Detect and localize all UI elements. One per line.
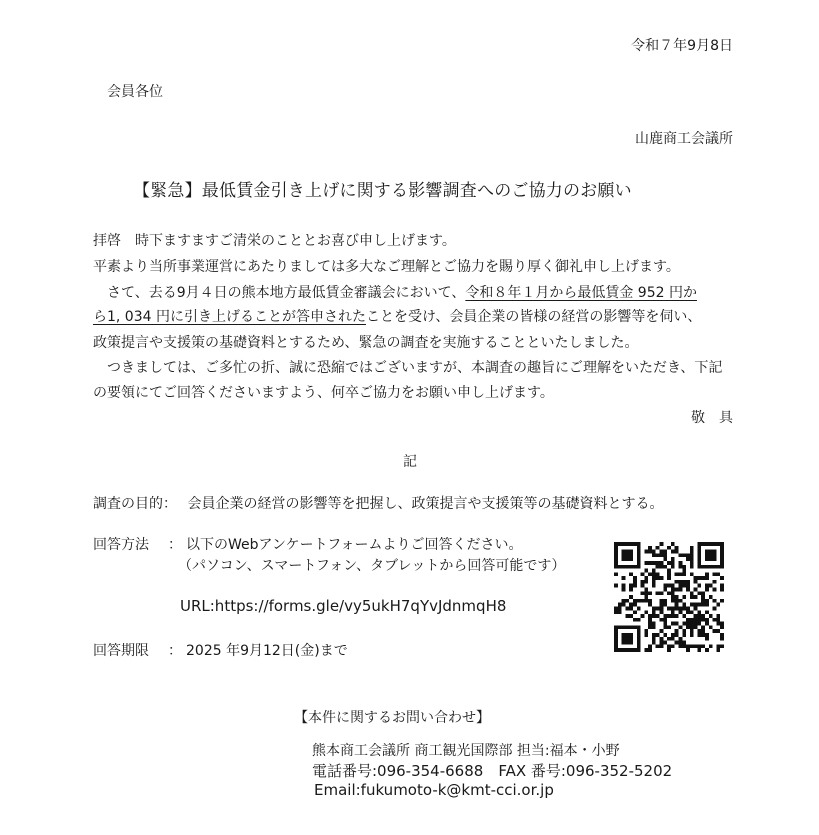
body-line-5: 政策提言や支援策の基礎資料とするため、緊急の調査を実施することといたしました。 [93, 335, 639, 351]
contact-org: 熊本商工会議所 商工観光国際部 担当:福本・小野 [312, 743, 620, 759]
body-line-1: 拝啓 時下ますますご清栄のこととお喜び申し上げます。 [93, 233, 456, 249]
body-line-4 [93, 306, 701, 326]
body-line-4-underlined: ら1, 034 円に引き上げることが答申された [93, 309, 366, 325]
purpose-text: 会員企業の経営の影響等を把握し、政策提言や支援策等の基礎資料とする。 [187, 496, 664, 512]
body-line-3-pre: さて、去る9月４日の熊本地方最低賃金審議会において、 [93, 285, 466, 301]
contact-heading: 【本件に関するお問い合わせ】 [294, 710, 490, 726]
body-line-3-underlined: 令和８年１月から最低賃金 952 円か [465, 285, 697, 301]
closing-keigu: 敬 具 [691, 410, 733, 426]
contact-email-link[interactable]: Email:fukumoto-k@kmt-cci.or.jp [314, 781, 554, 799]
deadline-text: 2025 年9月12日(金)まで [186, 643, 348, 659]
purpose-label: 調査の目的： [93, 496, 177, 512]
deadline-colon: ： [168, 643, 182, 659]
body-line-4-post: ことを受け、会員企業の皆様の経営の影響等を伺い、 [365, 309, 702, 325]
body-line-2: 平素より当所事業運営にあたりましては多大なご理解とご協力を賜り厚く御礼申し上げます。 [93, 259, 680, 275]
sender: 山鹿商工会議所 [635, 131, 733, 147]
method-label: 回答方法 [93, 537, 149, 553]
recipient: 会員各位 [107, 84, 163, 100]
deadline-label: 回答期限 [93, 643, 149, 659]
method-colon: ： [168, 537, 182, 553]
letter-date: 令和７年9月8日 [631, 38, 733, 54]
body-line-6: つきましては、ご多忙の折、誠に恐縮ではございますが、本調査の趣旨にご理解をいただき、下記 [93, 360, 723, 376]
purpose-row [93, 493, 663, 513]
ki-heading: 記 [403, 454, 417, 470]
body-line-7: の要領にてご回答くださいますよう、何卒ご協力をお願い申し上げます。 [93, 385, 554, 401]
survey-url-link[interactable]: URL:https://forms.gle/vy5ukH7qYvJdnmqH8 [180, 597, 507, 615]
method-line-2: （パソコン、スマートフォン、タブレットから回答可能です） [178, 558, 566, 574]
body-line-3 [93, 282, 697, 302]
survey-qr-code[interactable] [614, 542, 724, 652]
contact-phone: 電話番号:096-354-6688 FAX 番号:096-352-5202 [312, 762, 673, 780]
document-title: 【緊急】最低賃金引き上げに関する影響調査へのご協力のお願い [133, 181, 632, 201]
method-line-1: 以下のWebアンケートフォームよりご回答ください。 [186, 537, 523, 553]
